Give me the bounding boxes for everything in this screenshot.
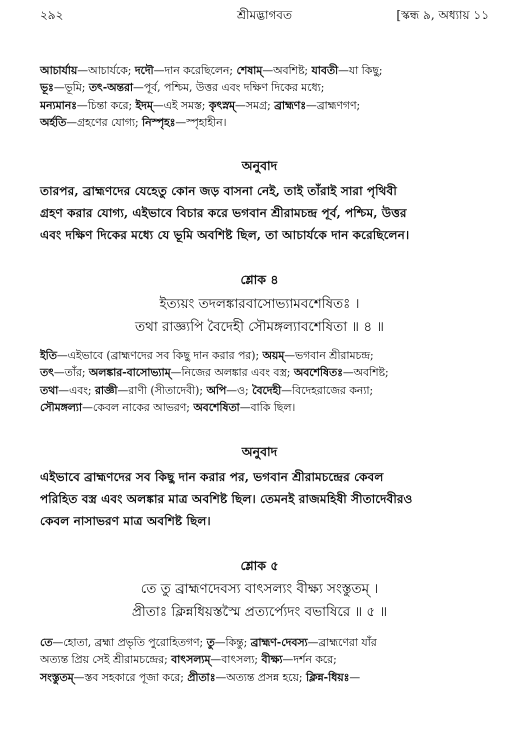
word-meanings-block-1 <box>40 62 493 131</box>
translation-line: কেবল নাসাভরণ মাত্র অবশিষ্ট ছিল। <box>40 514 211 528</box>
book-title: শ্রীমদ্ভাগবত <box>236 8 292 22</box>
verse-heading: শ্লোক ৫ <box>240 558 279 573</box>
synonym-line: ইতি—এইভাবে (ব্রাহ্মণদের সব কিছু দান করার পর); অয়ম্—ভগবান শ্রীরামচন্দ্র; <box>40 349 374 362</box>
chapter-reference: [স্কন্ধ ৯, অধ্যায় ১১ <box>396 8 489 22</box>
verse-heading: শ্লোক ৪ <box>240 272 279 287</box>
verse-5-line-2: প্রীতাঃ ক্লিন্নধিয়স্তস্মৈ প্রত্যর্প্যেদং বভাষিরে ॥ ৫ ॥ <box>131 604 388 620</box>
translation-heading: অনুবাদ <box>241 158 278 173</box>
synonym-line: মন্যমানঃ—চিন্তা করে; ইদম্—এই সমস্ত; কৃৎস্নম্—সমগ্র; ব্রাহ্মণঃ—ব্রাহ্মণগণ; <box>40 98 361 112</box>
synonym-line: সংস্তুতম্—স্তব সহকারে পূজা করে; প্রীতাঃ—অত্যন্ত প্রসন্ন হয়ে; ক্লিন্ন-ধিয়ঃ— <box>40 670 361 684</box>
word-meanings-block-2 <box>40 347 493 416</box>
translation-line: এইভাবে ব্রাহ্মণদের সব কিছু দান করার পর, ভগবান শ্রীরামচন্দ্রের কেবল <box>40 470 384 484</box>
translation-line: তারপর, ব্রাহ্মণদের যেহেতু কোন জড় বাসনা নেই, তাই তাঁরাই সারা পৃথিবী <box>40 184 397 198</box>
translation-heading: অনুবাদ <box>241 444 278 459</box>
page-header <box>40 5 489 25</box>
translation-line: গ্রহণ করার যোগ্য, এইভাবে বিচার করে ভগবান শ্রীরামচন্দ্র পূর্ব, পশ্চিম, উত্তর <box>40 206 407 220</box>
page-number: ২৯২ <box>40 8 64 22</box>
synonym-line: তথা—এবং; রাজ্ঞী—রাণী (সীতাদেবী); অপি—ও; বৈদেহী—বিদেহরাজের কন্যা; <box>40 383 374 397</box>
synonym-line: অর্হতি—গ্রহণের যোগ্য; নিস্পৃহঃ—স্পৃহাহীন। <box>40 115 227 129</box>
translation-line: এবং দক্ষিণ দিকের মধ্যে যে ভূমি অবশিষ্ট ছিল, তা আচার্যকে দান করেছিলেন। <box>40 228 410 242</box>
word-meanings-block-3 <box>40 634 493 686</box>
synonym-line: তৎ—তাঁর; অলঙ্কার-বাসোভ্যাম্—নিজের অলঙ্কার এবং বস্ত্র; অবশেষিতঃ—অবশিষ্ট; <box>40 366 389 380</box>
translation-line: পরিহিত বস্ত্র এবং অলঙ্কার মাত্র অবশিষ্ট ছিল। তেমনই রাজমহিষী সীতাদেবীরও <box>40 492 413 506</box>
translation-paragraph-1 <box>40 180 495 246</box>
translation-paragraph-2 <box>40 466 495 532</box>
synonym-line: সৌমঙ্গল্যা—কেবল নাকের আভরণ; অবশেষিতা—বাকি ছিল। <box>40 400 296 414</box>
verse-5-line-1: তে তু ব্রাহ্মণদেবস্য বাৎসল্যং বীক্ষ্য সংস্তুতম্ । <box>140 581 379 597</box>
synonym-line: তে—হোতা, ব্রহ্মা প্রভৃতি পুরোহিতগণ; তু—কিন্তু; ব্রাহ্মণ-দেবস্য—ব্রাহ্মণেরা যাঁর <box>40 636 377 649</box>
verse-4-line-1: ইত্যয়ং তদলঙ্কারবাসোভ্যামবশেষিতঃ । <box>159 296 360 312</box>
synonym-line: অত্যন্ত প্রিয় সেই শ্রীরামচন্দ্রের; বাৎসল্যম্—বাৎসল্য; বীক্ষ্য—দর্শন করে; <box>40 653 337 667</box>
synonym-line: ভূঃ—ভূমি; তৎ-অন্তরা—পূর্ব, পশ্চিম, উত্তর এবং দক্ষিণ দিকের মধ্যে; <box>40 81 325 95</box>
synonym-line: আচার্যায়—আচার্যকে; দদৌ—দান করেছিলেন; শেষাম্—অবশিষ্ট; যাবতী—যা কিছু; <box>40 64 383 77</box>
verse-4-line-2: তথা রাজ্ঞ্যপি বৈদেহী সৌমঙ্গল্যাবশেষিতা ॥ ৪ ॥ <box>134 319 385 335</box>
